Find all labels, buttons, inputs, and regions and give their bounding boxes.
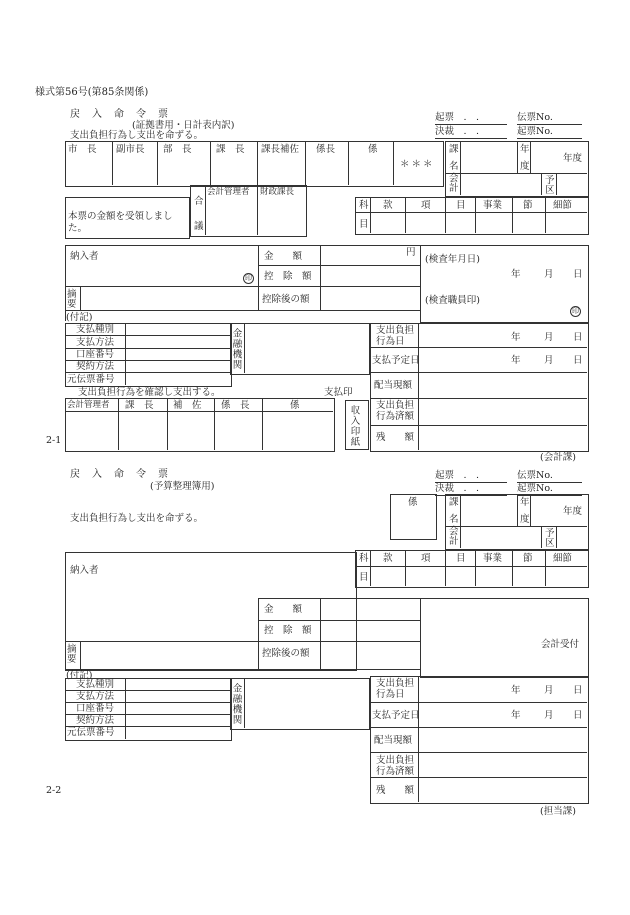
sign-hosa: 補 佐: [173, 400, 202, 411]
slip-subtitle-2: (予算整理簿用): [150, 481, 215, 492]
approver-staff: 係: [368, 144, 378, 155]
note-moto-denpyo: 元伝票番号: [67, 374, 115, 385]
nen-label-2: 年: [520, 497, 530, 508]
fuki-label: (付記): [66, 312, 93, 323]
yotei-year: 年: [511, 355, 521, 366]
kaikei-label: 会計: [449, 173, 459, 195]
goi-label: 合議: [194, 196, 204, 232]
mei-label-2: 名: [449, 514, 459, 525]
slip-subtitle: (証拠書用・日計表内訳): [132, 120, 235, 131]
ku-label-2: 区: [545, 538, 555, 549]
order-text: 支出負担行為し支出を命ずる。: [70, 130, 204, 141]
kaikei-label-2: 会計: [449, 526, 459, 548]
yo-label: 予: [545, 175, 555, 186]
budget2-col-ko: 項: [421, 553, 431, 564]
note-shiharai-hoho: 支払方法: [76, 337, 115, 348]
sign-kaikei-kanrisha: 会計管理者: [67, 400, 110, 410]
yotei-month: 月: [544, 355, 554, 366]
futan-year: 年: [511, 332, 521, 343]
shishutsu-futan-label: 支出負担行為日: [376, 325, 415, 347]
ku-label: 区: [545, 185, 555, 196]
do-label: 度: [520, 161, 530, 172]
kakari-label: 係: [408, 497, 418, 508]
bank-label-2: 金融機関: [230, 683, 242, 725]
budget2-col-jigyo: 事業: [483, 553, 503, 564]
kingaku-label-2: 金 額: [264, 604, 303, 615]
budget-col-moku: 目: [456, 200, 466, 211]
zan-label: 残 額: [376, 432, 415, 443]
slip-title: 戻 入 命 令 票: [70, 109, 169, 120]
kensa-day: 日: [573, 269, 583, 280]
haito-label: 配当現額: [374, 380, 413, 391]
budget-col-kan: 款: [383, 200, 393, 211]
seal-mark: 印: [245, 274, 252, 282]
form-number: 様式第56号(第85条関係): [35, 87, 149, 98]
uketsuke-box: [420, 598, 589, 678]
zumi-label: 支出負担行為済額: [376, 400, 415, 422]
budget2-col-moku: 目: [456, 553, 466, 564]
code-2-2: 2-2: [46, 785, 62, 796]
kensa-date-label: (検査年月日): [425, 254, 480, 265]
approver-assistant-manager: 課長補佐: [261, 144, 300, 155]
ka-kamoku-2: 目: [359, 219, 369, 230]
ka-kamoku-2-2: 目: [359, 572, 369, 583]
approver-mayor: 市 長: [68, 144, 97, 155]
kessai-date: 決裁 . .: [435, 127, 507, 139]
yotei2-month: 月: [544, 710, 554, 721]
approver-deputy-mayor: 副市長: [116, 144, 145, 155]
do-label-2: 度: [520, 514, 530, 525]
denpyo-no-2: 伝票No.: [517, 471, 582, 483]
payee-label-2: 納入者: [70, 565, 99, 576]
note2-shiharai-hoho: 支払方法: [76, 691, 115, 702]
nendo-label-2: 年度: [563, 506, 583, 517]
budget-col-ko: 項: [421, 200, 431, 211]
nen-label: 年: [520, 144, 530, 155]
kihyo-date: 起票 . .: [435, 113, 507, 125]
sign-kakari: 係: [290, 400, 300, 411]
note-keiyaku-hoho: 契約方法: [76, 361, 115, 372]
denpyo-no: 伝票No.: [517, 113, 582, 125]
ka-kamoku-2-1: 科: [359, 553, 369, 564]
yen-label: 円: [406, 247, 416, 258]
bank-box-2: [230, 678, 370, 730]
note-koza-bango: 口座番号: [76, 349, 115, 360]
kensa-seal-mark: 印: [572, 307, 579, 315]
kojogo-label-2: 控除後の額: [262, 648, 310, 659]
kingaku-label: 金 額: [264, 251, 303, 262]
tekiyo-label-2: 摘要: [67, 644, 77, 666]
kensa-month: 月: [544, 269, 554, 280]
haito-label-2: 配当現額: [374, 735, 413, 746]
kihyo-no: 起票No.: [517, 127, 582, 139]
bank-label: 金融機関: [230, 328, 242, 370]
kaikei-uketsuke-label: 会計受付: [541, 639, 580, 650]
note-shiharai-shubetsu: 支払種別: [76, 324, 115, 335]
kessai-date-2: 決裁 . .: [435, 484, 507, 496]
yo-label-2: 予: [545, 528, 555, 539]
yotei-day: 日: [573, 355, 583, 366]
shiharai-in-label: 支払印: [324, 387, 353, 398]
dept-tanto: (担当課): [540, 806, 576, 817]
ka-kamoku-1: 科: [359, 200, 369, 211]
kensa-year: 年: [511, 269, 521, 280]
zumi-label-2: 支出負担行為済額: [376, 755, 415, 777]
budget-col-saisetsu: 細節: [553, 200, 573, 211]
yotei2-day: 日: [573, 710, 583, 721]
budget2-col-saisetsu: 細節: [553, 553, 573, 564]
zan-label-2: 残 額: [376, 785, 415, 796]
futan2-month: 月: [544, 685, 554, 696]
stamp-label: 収入印紙: [348, 405, 360, 447]
code-2-1: 2-1: [46, 435, 62, 446]
futan2-day: 日: [573, 685, 583, 696]
zaisei-kacho-label: 財政課長: [260, 187, 295, 197]
note2-keiyaku-hoho: 契約方法: [76, 715, 115, 726]
payee-label: 納入者: [70, 251, 99, 262]
dept-kaikei: (会計課): [540, 452, 576, 463]
kihyo-date-2: 起票 . .: [435, 471, 507, 483]
kensa-staff-label: (検査職員印): [425, 295, 480, 306]
sign-kacho: 課 長: [125, 400, 154, 411]
note2-moto-denpyo: 元伝票番号: [67, 727, 115, 738]
ka-label: 課: [449, 144, 459, 155]
receipt-text: 本票の金額を受領しました。: [68, 211, 173, 234]
fuki-label-2: (付記): [66, 670, 93, 681]
kojogo-label: 控除後の額: [262, 294, 310, 305]
order-text-2: 支出負担行為し支出を命ずる。: [70, 513, 204, 524]
shishutsu-futan-label-2: 支出負担行為日: [376, 678, 415, 700]
approver-manager: 課 長: [216, 144, 245, 155]
futan2-year: 年: [511, 685, 521, 696]
nendo-label: 年度: [563, 153, 583, 164]
bank-box: [230, 323, 370, 375]
futan-month: 月: [544, 332, 554, 343]
confirm-text: 支出負担行為を確認し支出する。: [78, 387, 221, 398]
note2-shiharai-shubetsu: 支払種別: [76, 679, 115, 690]
yotei2-year: 年: [511, 710, 521, 721]
shiharai-yotei-label-2: 支払予定日: [372, 710, 420, 721]
slip-title-2: 戻 入 命 令 票: [70, 469, 169, 480]
stars-mark: ＊＊＊: [400, 159, 435, 170]
approver-chief: 係長: [316, 144, 336, 155]
note2-koza-bango: 口座番号: [76, 703, 115, 714]
ka-label-2: 課: [449, 497, 459, 508]
kojo-label-2: 控 除 額: [264, 625, 312, 636]
payee-box-2: [65, 552, 357, 671]
sign-kakaricho: 係 長: [221, 400, 250, 411]
tekiyo-label: 摘要: [67, 289, 77, 311]
futan-day: 日: [573, 332, 583, 343]
budget2-col-kan: 款: [383, 553, 393, 564]
kojo-label: 控 除 額: [264, 271, 312, 282]
budget-col-setsu: 節: [523, 200, 533, 211]
kaikei-kanrisha-label: 会計管理者: [207, 187, 250, 197]
budget-col-jigyo: 事業: [483, 200, 503, 211]
budget2-col-setsu: 節: [523, 553, 533, 564]
approver-director: 部 長: [163, 144, 192, 155]
kihyo-no-2: 起票No.: [517, 484, 582, 496]
shiharai-yotei-label: 支払予定日: [372, 355, 420, 366]
mei-label: 名: [449, 161, 459, 172]
